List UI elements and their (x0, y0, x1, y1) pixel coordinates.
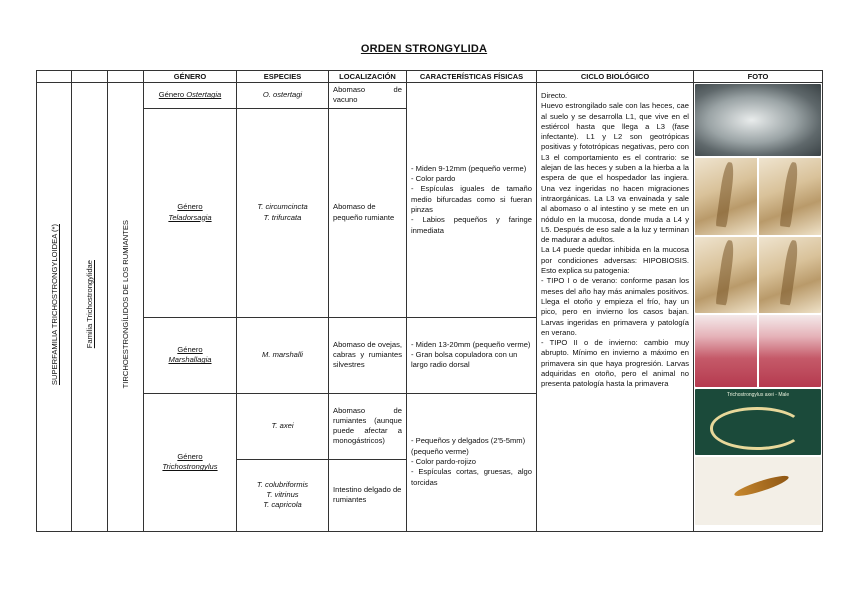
header-caracteristicas: CARACTERÍSTICAS FÍSICAS (407, 71, 537, 83)
header-genero: GÉNERO (144, 71, 237, 83)
photo-caption: Trichostrongylus axei - Male (726, 392, 790, 398)
bursa-stained-image (695, 315, 821, 387)
caracteristica-item: - Color pardo-rojizo (411, 456, 476, 466)
row-ostertagia (37, 83, 823, 109)
genero-trichostrongylus (144, 393, 237, 531)
especies-marshallagia: M. marshalli (237, 317, 329, 393)
ciclo-paragraph: La L4 puede quedar inhibida en la mucosa por condiciones adversas: HIPOBIOSIS. Esto explica su patogenia: (541, 245, 689, 276)
header-col3 (108, 71, 144, 83)
especies-intestino (237, 459, 329, 531)
header-localizacion: LOCALIZACIÓN (329, 71, 407, 83)
caracteristica-item: - Color pardo (411, 174, 456, 184)
parasite-table (36, 70, 823, 532)
worm-shape (733, 472, 790, 499)
ciclo-tipo: Directo. (541, 91, 568, 100)
worm-shape (710, 407, 804, 449)
localizacion-marshallagia: Abomaso de ovejas, cabras y rumiantes silvestres (329, 317, 407, 393)
larva-image (695, 158, 757, 235)
caracteristica-item: - Gran bolsa copuladora con un largo radio dorsal (411, 349, 518, 370)
especie: T. colubriformis (256, 479, 309, 489)
header-especies: ESPECIES (237, 71, 329, 83)
caracteristicas-trichostrongylus (407, 393, 537, 531)
superfamilia-label: SUPERFAMILIA TRICHOSTRONGYLOIDEA (*) (49, 223, 59, 385)
caracteristicas-ostertagia-teladorsagia (407, 83, 537, 318)
genero-name: Ostertagia (186, 90, 222, 100)
header-ciclo: CICLO BIOLÓGICO (537, 71, 694, 83)
especie: T. vitrinus (266, 489, 299, 499)
header-row (37, 71, 823, 83)
larvae-micrograph-grid (695, 158, 821, 313)
genero-prefix: Género (177, 451, 203, 461)
stained-bursa-image (759, 315, 821, 387)
localizacion-intestino: Intestino delgado de rumiantes (329, 459, 407, 531)
superfamilia-cell (37, 83, 72, 532)
header-col1 (37, 71, 72, 83)
especie: T. capricola (263, 500, 302, 510)
genero-ostertagia (144, 83, 237, 109)
caracteristica-item: - Pequeños y delgados (2'5-5mm) (pequeño verme) (411, 436, 526, 456)
header-foto: FOTO (694, 71, 823, 83)
familia-label: Familia Trichostrongylidae (85, 260, 94, 349)
trichostrongylus-male-image (695, 389, 821, 455)
especie: T. circumcincta (257, 202, 308, 212)
worm-photo-image (695, 457, 821, 525)
larva-image (759, 158, 821, 235)
larva-image (695, 237, 757, 314)
especies-ostertagia: O. ostertagi (237, 83, 329, 109)
especies-axei: T. axei (237, 393, 329, 459)
caracteristica-item: - Espículas iguales de tamaño medio bifurcadas como si fueran pinzas (411, 184, 532, 214)
genero-name: Trichostrongylus (162, 462, 218, 472)
genero-marshallagia (144, 317, 237, 393)
genero-prefix: Género (158, 90, 187, 100)
ciclo-paragraph: Huevo estrongilado sale con las heces, cae al suelo y se desarrolla L1, que vive en el estiércol hasta que llega a L3 (fase infectante). L1 y L2 son geotrópicas positivas y fototrópicas negativas, pero con L3 el comportamiento es el contrario: se alejan de las heces y suben a la hierba a la espera de que el hospedador las ingiera. Una vez ingeridas no hacen migraciones intraorgánicas. La L3 va envainada y sale al abomaso o al intestino y se mete en un nódulo en la mucosa, donde muda a L4 y L5. Después de eso sale a la luz y terminan de madurar a adultos. (541, 101, 689, 245)
genero-name: Teladorsagia (168, 212, 212, 222)
ciclo-biologico (537, 83, 694, 532)
caracteristica-item: - Miden 13-20mm (pequeño verme) (411, 339, 531, 349)
genero-prefix: Género (177, 202, 203, 212)
localizacion-axei: Abomaso de rumiantes (aunque puede afectar a monogástricos) (329, 393, 407, 459)
genero-name: Marshallagia (168, 355, 212, 365)
stained-bursa-image (695, 315, 757, 387)
familia-cell (72, 83, 108, 532)
grupo-cell (108, 83, 144, 532)
localizacion-ostertagia: Abomaso de vacuno (329, 83, 407, 109)
caracteristica-item: - Labios pequeños y faringe inmediata (411, 215, 532, 235)
genero-prefix: Género (177, 344, 203, 354)
caracteristica-item: - Espículas cortas, gruesas, algo torcidas (411, 467, 532, 487)
genero-teladorsagia (144, 108, 237, 317)
ciclo-paragraph: - TIPO I o de verano: conforme pasan los meses del año hay más animales positivos. Llega el otoño y empieza el frío, hay un pico, pero en invierno los casos bajan. Larvas ingeridas en primavera y patología en verano. (541, 276, 689, 337)
caracteristicas-marshallagia (407, 317, 537, 393)
especie: T. trifurcata (263, 212, 302, 222)
larva-image (759, 237, 821, 314)
caracteristica-item: - Miden 9-12mm (pequeño verme) (411, 163, 527, 173)
egg-micrograph-image (695, 84, 821, 156)
especies-teladorsagia (237, 108, 329, 317)
foto-cell (694, 83, 823, 532)
page-title: ORDEN STRONGYLIDA (360, 43, 488, 55)
header-col2 (72, 71, 108, 83)
localizacion-teladorsagia: Abomaso de pequeño rumiante (329, 108, 407, 317)
ciclo-paragraph: - TIPO II o de invierno: cambio muy abrupto. Mínimo en invierno a máximo en primavera sin que haya progresión. Larvas adquiridas en otoño, pero el animal no presenta patología hasta la primavera (541, 338, 689, 389)
grupo-label: TIRCHOESTRONGÍLIDOS DE LOS RUMIANTES (121, 220, 130, 389)
